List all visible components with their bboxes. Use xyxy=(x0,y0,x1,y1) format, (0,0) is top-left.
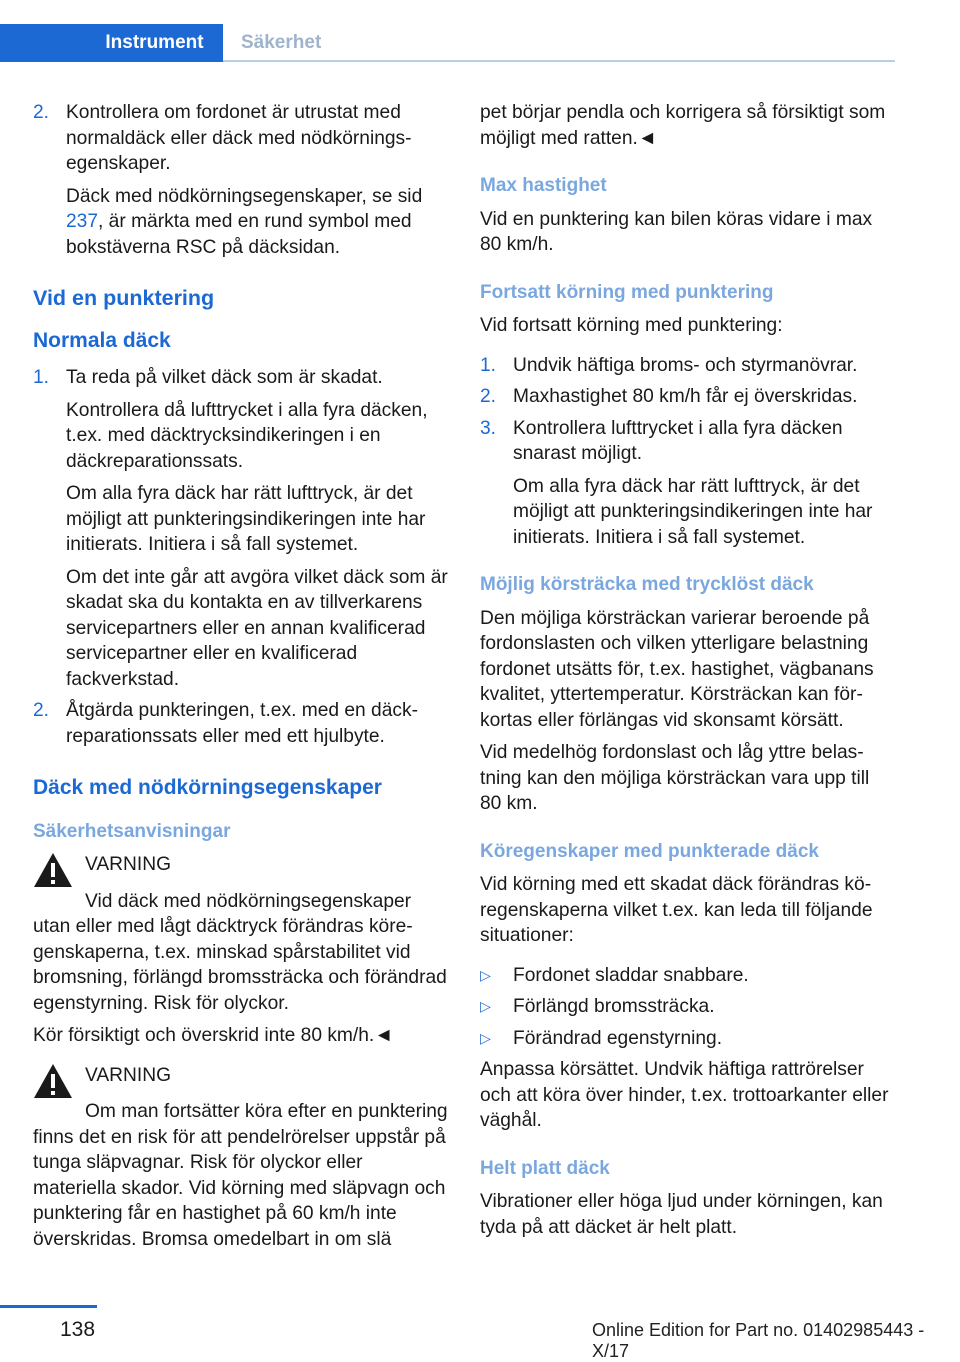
item-text: Ta reda på vilket däck som är skadat. xyxy=(66,367,383,388)
right-column xyxy=(480,100,895,1247)
heading-flat-tire: Helt platt däck xyxy=(480,1157,610,1179)
list-item xyxy=(480,1026,895,1052)
triangle-bullet-icon: ▷ xyxy=(480,966,491,983)
page-number: 138 xyxy=(60,1318,96,1341)
item-number: 2. xyxy=(480,386,497,407)
item-number: 2. xyxy=(33,700,50,721)
item-text: Åtgärda punkteringen, t.ex. med en däckreparationssats eller med ett hjulbyte. xyxy=(66,700,418,747)
item-text: Undvik häftiga broms- och styrmanövrar. xyxy=(513,354,858,376)
left-column xyxy=(33,100,448,1259)
header-rule xyxy=(223,60,895,62)
chapter-tabs xyxy=(0,24,895,62)
paragraph: Vid en punktering kan bilen köras vidare i max 80 km/h. xyxy=(480,208,873,255)
paragraph: Vid körning med ett skadat däck förändras köregenskaperna vilket t.ex. kan leda till följande situationer: xyxy=(480,874,873,946)
edition-text: Online Edition for Part no. 01402985443 - X/17 xyxy=(592,1320,925,1361)
item-number: 2. xyxy=(33,102,50,123)
item-number: 1. xyxy=(480,354,497,376)
heading-safety-notes: Säkerhetsanvisningar xyxy=(33,820,231,842)
warning-text: Om man fortsätter köra efter en punktering finns det en risk för att pendelrörelser uppstår på tunga släpvagnar. Risk för olyckor eller materiella skador. Vid körning med släpvagn och punktering får en hastighet på 60 km/h inte överskridas. Bromsa omedelbart in om slä xyxy=(33,1101,448,1250)
item-text: Maxhastighet 80 km/h får ej överskridas. xyxy=(513,386,858,407)
heading-max-speed: Max hastighet xyxy=(480,175,607,196)
paragraph: Anpassa körsättet. Undvik häftiga rattrörelser och att köra över hinder, t.ex. trottoarkanter eller väghål. xyxy=(480,1059,889,1131)
item-text: Om alla fyra däck har rätt lufttryck, är det möjligt att punkteringsindikeringen inte har initierats. Initiera i så fall systemet. xyxy=(513,475,873,548)
warning-title: VARNING xyxy=(85,854,171,875)
warning-text: Vid däck med nödkörningsegenskaper utan eller med lågt däcktryck förändras köregenskaperna, t.ex. minskad spårstabilitet vid bromsning, förlängd bromssträcka och förändrad egenstyrning. Risk för olyckor. xyxy=(33,890,447,1014)
warning-triangle-icon xyxy=(33,852,85,896)
item-text: Kontrollera då lufttrycket i alla fyra däcken, t.ex. med däcktrycksindikeringen i en däckreparationssats. xyxy=(66,399,428,472)
continued-text: pet börjar pendla och korrigera så försiktigt som möjligt med ratten.◄ xyxy=(480,102,886,149)
heading-handling: Köregenskaper med punkterade däck xyxy=(480,840,819,862)
list-item xyxy=(480,353,895,379)
footer-rule xyxy=(0,1305,97,1308)
list-item xyxy=(480,963,895,989)
warning-title: VARNING xyxy=(85,1064,171,1086)
heading-continued-driving: Fortsatt körning med punktering xyxy=(480,281,774,303)
list-item xyxy=(480,416,895,551)
tab-instrument[interactable]: Instrument xyxy=(0,24,223,62)
paragraph: Vid fortsatt körning med punktering: xyxy=(480,315,783,336)
paragraph: Vid medelhög fordonslast och låg yttre belastning kan den möjliga körsträckan vara upp till 80 km. xyxy=(480,742,870,814)
list-item xyxy=(33,100,448,260)
item-number: 3. xyxy=(480,417,497,439)
warning-triangle-icon xyxy=(33,1063,85,1107)
item-text: Fordonet sladdar snabbare. xyxy=(513,964,749,986)
warning-followup: Kör försiktigt och överskrid inte 80 km/h.◄ xyxy=(33,1025,394,1046)
item-text: Kontrollera lufttrycket i alla fyra däcken snarast möjligt. xyxy=(513,417,843,464)
list-item xyxy=(480,384,895,410)
item-text: Om det inte går att avgöra vilket däck som är skadat ska du kontakta en av tillverkarens servicepartners eller en annan kvalificerad servicepartner eller en kvalificerad fackverkstad. xyxy=(66,566,448,690)
tab-sakerhet[interactable]: Säkerhet xyxy=(241,32,322,53)
item-text: Förändrad egenstyrning. xyxy=(513,1027,723,1049)
item-number: 1. xyxy=(33,367,50,388)
item-text: Förlängd bromssträcka. xyxy=(513,996,715,1017)
list-item xyxy=(33,365,448,692)
triangle-bullet-icon: ▷ xyxy=(480,1029,491,1046)
list-item xyxy=(33,698,448,749)
list-item xyxy=(480,994,895,1020)
heading-puncture: Vid en punktering xyxy=(33,286,215,310)
heading-normal-tires: Normala däck xyxy=(33,328,171,352)
page-link-237[interactable]: 237 xyxy=(66,211,99,232)
item-text: Kontrollera om fordonet är utrustat med normaldäck eller däck med nödkörningsegenskaper. xyxy=(66,102,412,174)
heading-range: Möjlig körsträcka med trycklöst däck xyxy=(480,574,814,595)
item-text: Däck med nödkörningsegenskaper, se sid 237, är märkta med en rund symbol med bokstäverna RSC på däcksidan. xyxy=(66,185,423,258)
heading-runflat: Däck med nödkörningsegenskaper xyxy=(33,776,382,799)
item-text: Om alla fyra däck har rätt lufttryck, är det möjligt att punkteringsindikeringen inte har initierats. Initiera i så fall systemet. xyxy=(66,483,426,555)
paragraph: Vibrationer eller höga ljud under körningen, kan tyda på att däcket är helt platt. xyxy=(480,1191,883,1238)
page-footer xyxy=(0,1300,960,1362)
paragraph: Den möjliga körsträckan varierar beroende på fordonslasten och vilken ytterligare belastning fordonet utsätts för, t.ex. hastighet, vägbanans kvalitet, yttertemperatur. Körsträckan kan förkortas eller förlängas vid skonsamt körsätt. xyxy=(480,607,874,731)
triangle-bullet-icon: ▷ xyxy=(480,998,491,1014)
